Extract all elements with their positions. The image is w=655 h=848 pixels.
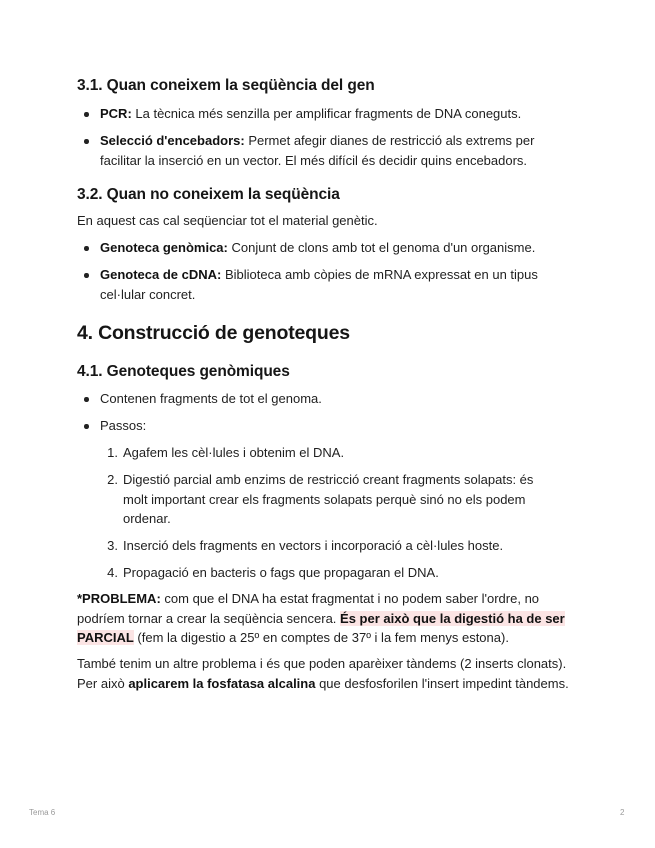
step-number: 3. xyxy=(107,538,118,553)
step-number: 1. xyxy=(107,445,118,460)
step-number: 4. xyxy=(107,565,118,580)
problem-label: *PROBLEMA: xyxy=(77,591,161,606)
section-heading-3-2: 3.2. Quan no coneixem la seqüència xyxy=(77,186,340,203)
bullet-icon xyxy=(84,139,89,144)
bullet-icon xyxy=(84,112,89,117)
problem-text-1: com que el DNA ha estat fragmentat i no podem saber l'ordre, no podríem tornar a crear la seqüència sencera. xyxy=(77,591,540,626)
problem-paragraph xyxy=(77,589,577,648)
item-text: Contenen fragments de tot el genoma. xyxy=(100,391,322,406)
item-text: La tècnica més senzilla per amplificar fragments de DNA coneguts. xyxy=(131,106,522,121)
item-term: Genoteca de cDNA: xyxy=(100,267,222,282)
footer-left: Tema 6 xyxy=(29,808,56,817)
extra-paragraph xyxy=(77,654,577,693)
item-term: Genoteca genòmica: xyxy=(100,240,228,255)
item-text: Biblioteca amb còpies de mRNA expressat en un tipus cel·lular concret. xyxy=(100,267,538,302)
extra-bold: aplicarem la fosfatasa alcalina xyxy=(128,675,316,691)
step-number: 2. xyxy=(107,472,118,487)
bullet-icon xyxy=(84,273,89,278)
step-text: Inserció dels fragments en vectors i incorporació a cèl·lules hoste. xyxy=(123,538,504,553)
section-heading-4-1: 4.1. Genoteques genòmiques xyxy=(77,363,290,380)
section-heading-4: 4. Construcció de genoteques xyxy=(77,322,350,344)
problem-highlight: És per això que la digestió ha de ser PARCIAL xyxy=(77,610,565,645)
step-text: Propagació en bacteris o fags que propagaran el DNA. xyxy=(123,565,439,580)
bullet-icon xyxy=(84,397,89,402)
page-number: 2 xyxy=(620,808,625,817)
section-heading-3-1: 3.1. Quan coneixem la seqüència del gen xyxy=(77,77,375,94)
step-text: Digestió parcial amb enzims de restricció creant fragments solapats: és molt important crear els fragments solapats perquè sinó no els podem ordenar. xyxy=(123,472,534,526)
item-text: Conjunt de clons amb tot el genoma d'un organisme. xyxy=(227,240,536,255)
extra-text-1: També tenim un altre problema i és que poden aparèixer tàndems (2 inserts clonats). Per això xyxy=(77,656,567,691)
bullet-icon xyxy=(84,246,89,251)
problem-text-2: (fem la digestio a 25º en comptes de 37º i la fem menys estona). xyxy=(133,630,509,645)
step-text: Agafem les cèl·lules i obtenim el DNA. xyxy=(123,445,345,460)
extra-text-2: que desfosforilen l'insert impedint tàndems. xyxy=(315,675,569,691)
section-intro: En aquest cas cal seqüenciar tot el material genètic. xyxy=(77,213,378,228)
bullet-icon xyxy=(84,424,89,429)
item-text: Permet afegir dianes de restricció als extrems per facilitar la inserció en un vector. El més difícil és decidir quins encebadors. xyxy=(100,133,535,168)
item-term: Selecció d'encebadors: xyxy=(100,133,245,148)
item-term: PCR: xyxy=(100,106,132,121)
item-text: Passos: xyxy=(100,418,147,433)
